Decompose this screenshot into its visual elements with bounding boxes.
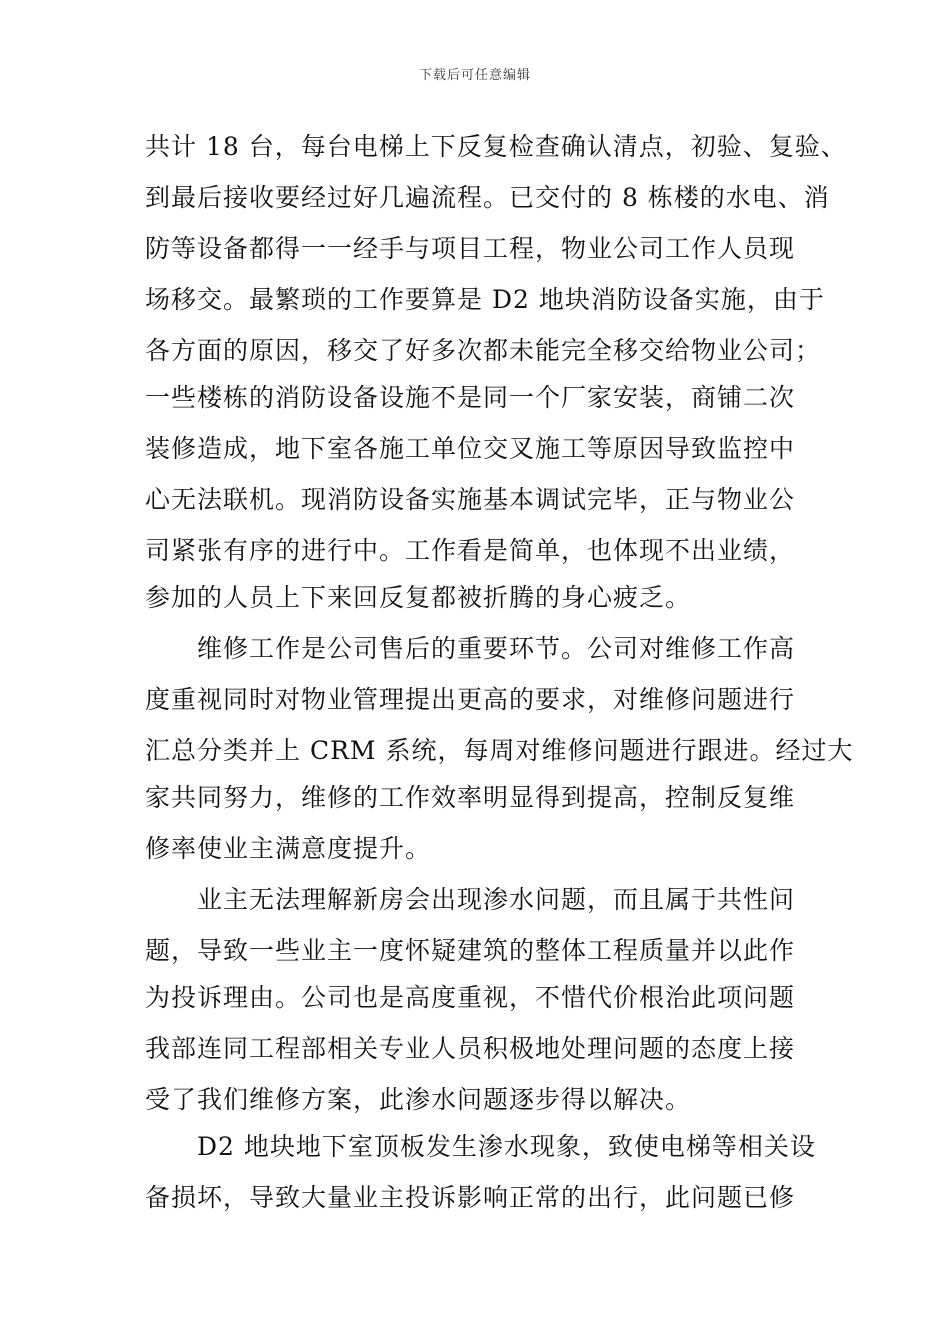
text-line: 装修造成，地下室各施工单位交叉施工等原因导致监控中 — [145, 434, 796, 463]
text-line: 心无法联机。现消防设备实施基本调试完毕，正与物业公 — [145, 485, 796, 514]
text-line: 维修工作是公司售后的重要环节。公司对维修工作高 — [145, 634, 796, 663]
page-header: 下载后可任意编辑 — [418, 68, 531, 83]
text-line: 共计 18 台，每台电梯上下反复检查确认清点，初验、复验、 — [145, 132, 847, 161]
text-line: 为投诉理由。公司也是高度重视，不惜代价根治此项问题 — [145, 983, 796, 1012]
text-line: 备损坏，导致大量业主投诉影响正常的出行，此问题已修 — [145, 1183, 796, 1212]
text-line: 各方面的原因，移交了好多次都未能完全移交给物业公司； — [145, 336, 822, 365]
text-line: 家共同努力，维修的工作效率明显得到提高，控制反复维 — [145, 783, 796, 812]
text-line: 司紧张有序的进行中。工作看是简单，也体现不出业绩， — [145, 536, 796, 565]
text-line: 防等设备都得一一经手与项目工程，物业公司工作人员现 — [145, 234, 796, 263]
text-line: D2 地块地下室顶板发生渗水现象，致使电梯等相关设 — [145, 1132, 816, 1161]
text-line: 我部连同工程部相关专业人员积极地处理问题的态度上接 — [145, 1034, 796, 1063]
text-line: 度重视同时对物业管理提出更高的要求，对维修问题进行 — [145, 685, 796, 714]
text-line: 业主无法理解新房会出现渗水问题，而且属于共性问 — [145, 885, 796, 914]
text-line: 到最后接收要经过好几遍流程。已交付的 8 栋楼的水电、消 — [145, 183, 830, 212]
text-line: 修率使业主满意度提升。 — [145, 834, 432, 863]
text-line: 题，导致一些业主一度怀疑建筑的整体工程质量并以此作 — [145, 936, 796, 965]
text-line: 参加的人员上下来回反复都被折腾的身心疲乏。 — [145, 583, 692, 612]
text-line: 受了我们维修方案，此渗水问题逐步得以解决。 — [145, 1085, 692, 1114]
text-line: 场移交。最繁琐的工作要算是 D2 地块消防设备实施，由于 — [145, 285, 825, 314]
text-line: 汇总分类并上 CRM 系统，每周对维修问题进行跟进。经过大 — [145, 736, 854, 765]
text-line: 一些楼栋的消防设备设施不是同一个厂家安装，商铺二次 — [145, 383, 796, 412]
